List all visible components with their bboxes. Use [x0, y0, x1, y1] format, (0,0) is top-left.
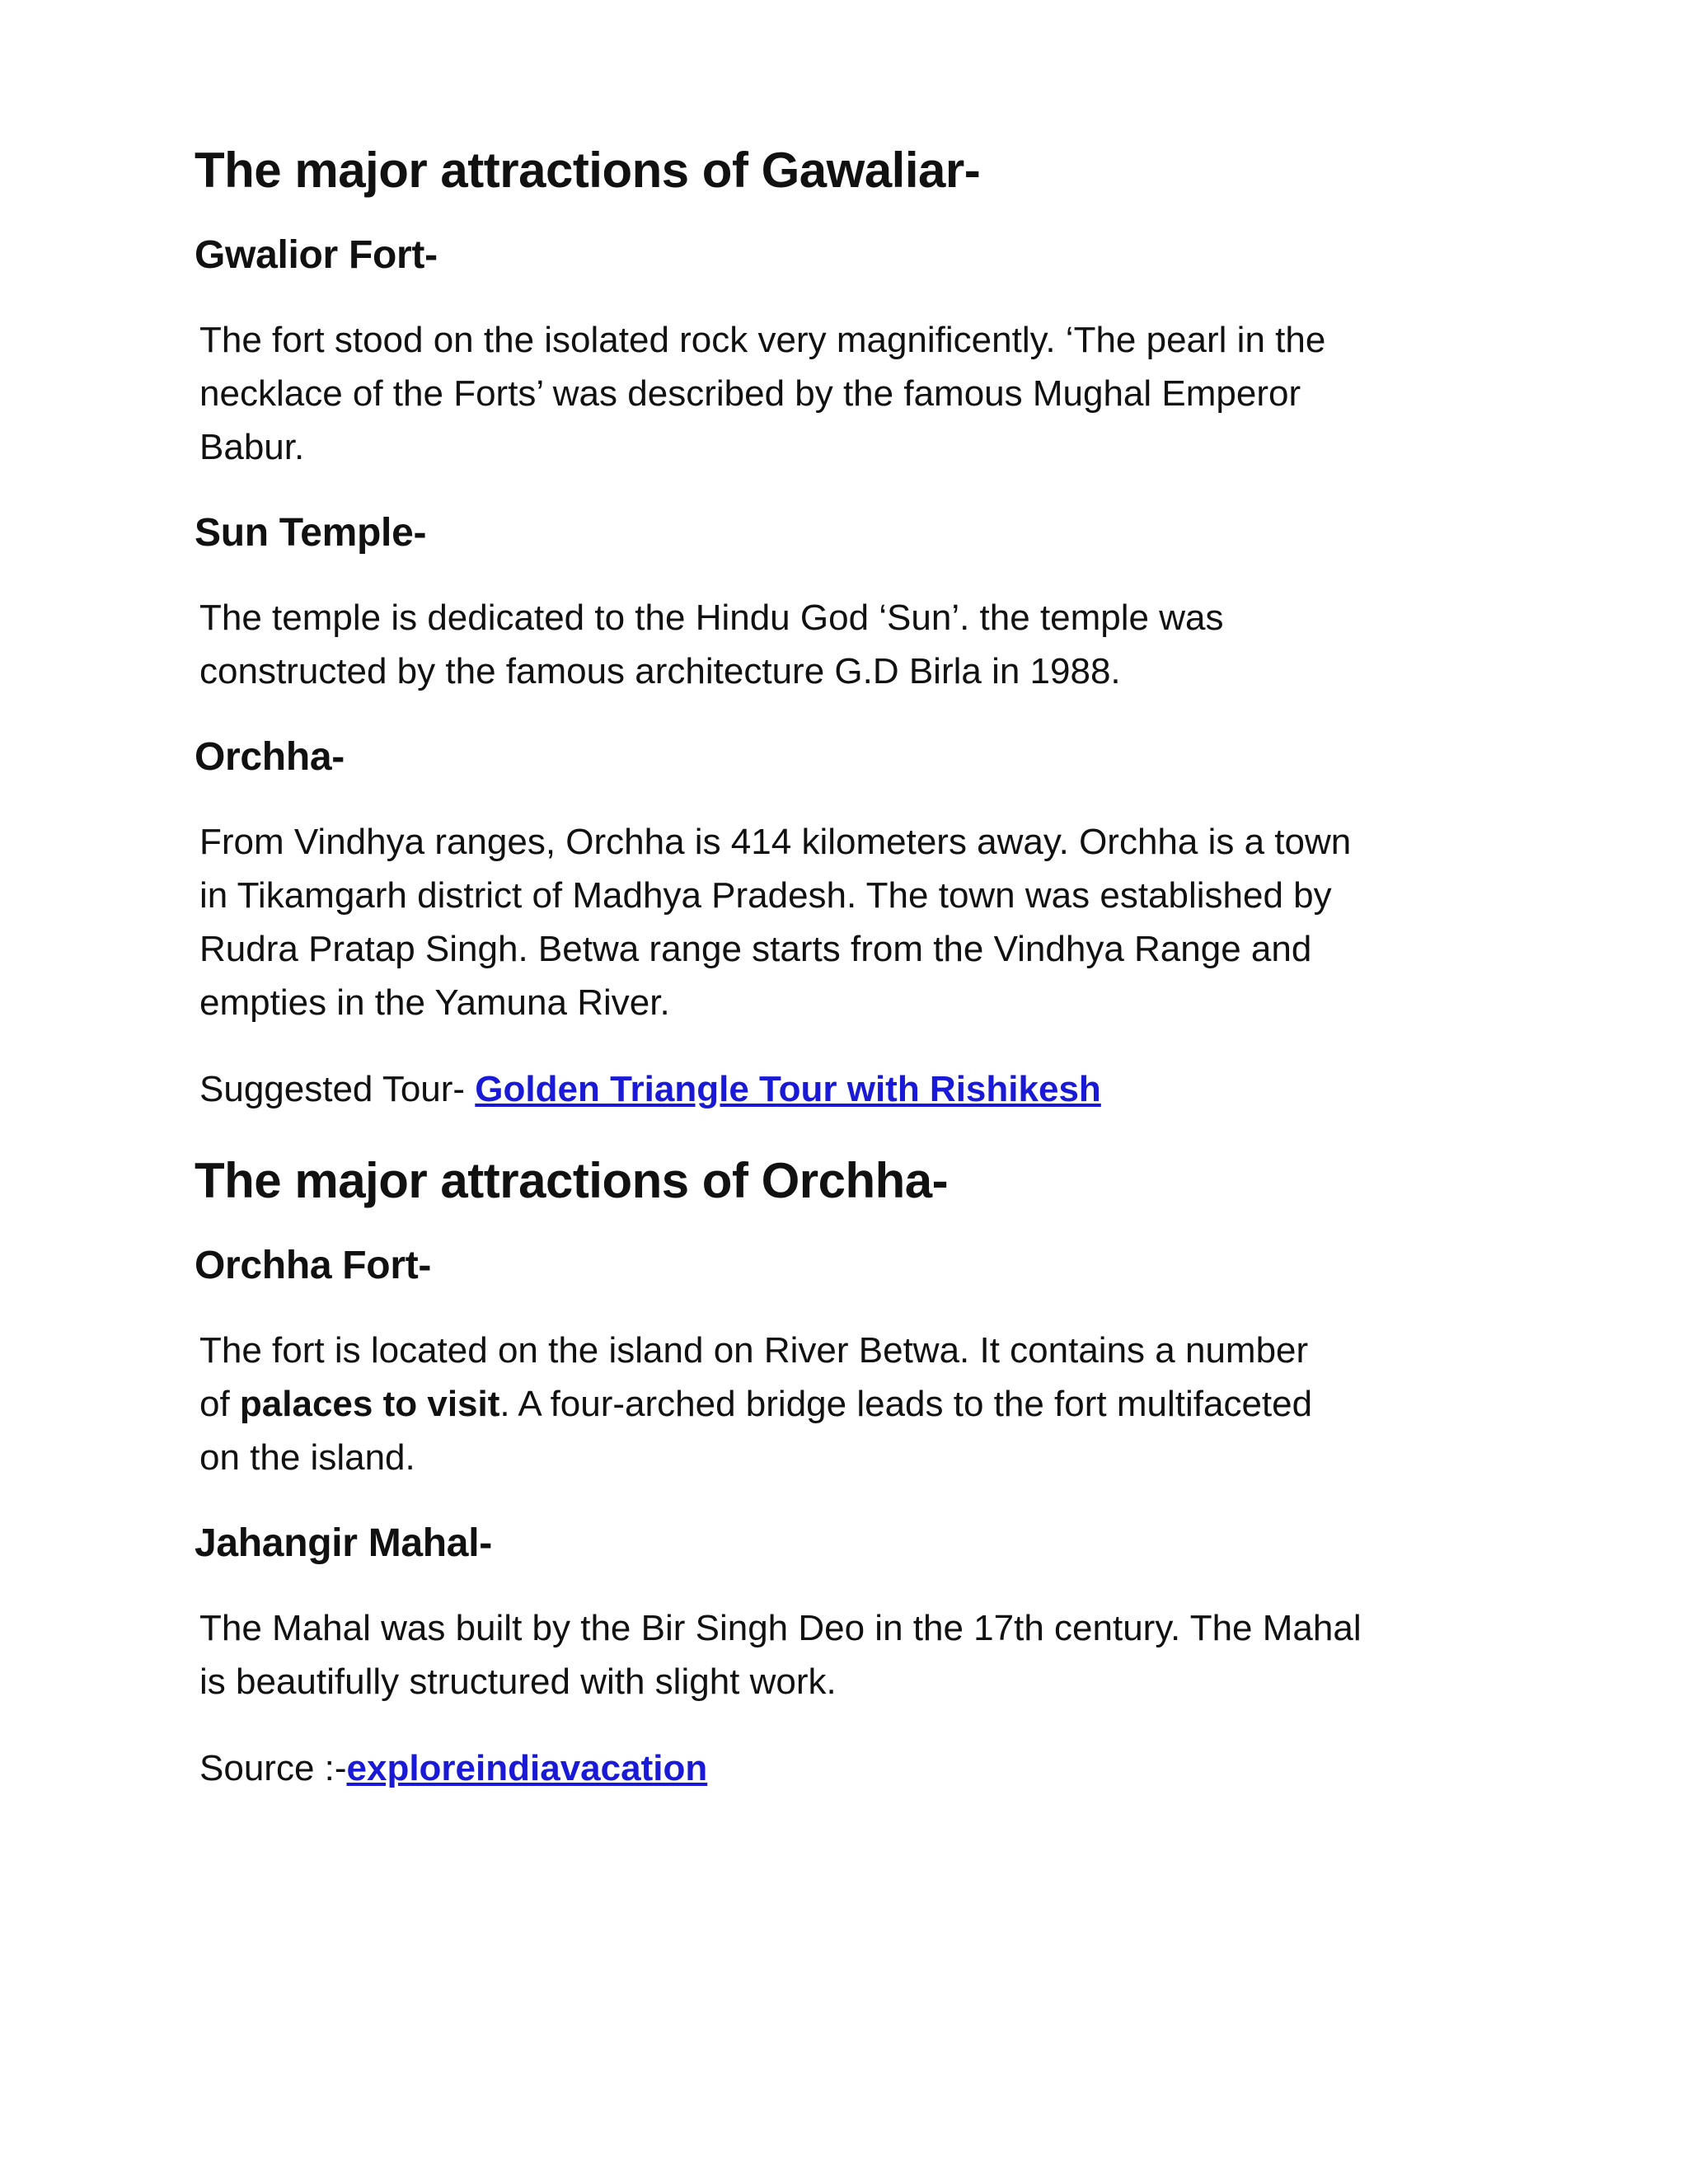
source-line	[199, 1741, 1513, 1795]
text-line: The Mahal was built by the Bir Singh Deo in the 17th century. The Mahal	[199, 1608, 1362, 1648]
heading-orchha: Orchha-	[195, 735, 345, 779]
section-title-gwalior: The major attractions of Gawaliar-	[195, 143, 981, 198]
text-line: is beautifully structured with slight work.	[199, 1661, 837, 1702]
suggested-tour-line	[199, 1062, 1513, 1116]
heading-gwalior-fort: Gwalior Fort-	[195, 233, 438, 277]
source-label: Source :-	[199, 1748, 347, 1788]
paragraph-jahangir-mahal	[199, 1601, 1485, 1708]
suggested-tour-label: Suggested Tour-	[199, 1069, 476, 1109]
section-title-orchha: The major attractions of Orchha-	[195, 1153, 949, 1208]
text-line: The temple is dedicated to the Hindu God ‘Sun’. the temple was	[199, 598, 1224, 638]
golden-triangle-tour-link[interactable]: Golden Triangle Tour with Rishikesh	[475, 1069, 1101, 1109]
text-line: constructed by the famous architecture G.D Birla in 1988.	[199, 651, 1121, 691]
text-line	[199, 1377, 1485, 1431]
paragraph-orchha-fort	[199, 1324, 1485, 1484]
heading-jahangir-mahal: Jahangir Mahal-	[195, 1521, 492, 1565]
text-line: The fort is located on the island on River Betwa. It contains a number	[199, 1330, 1309, 1371]
text-line: necklace of the Forts’ was described by the famous Mughal Emperor	[199, 373, 1301, 414]
text-line: in Tikamgarh district of Madhya Pradesh. The town was established by	[199, 875, 1332, 916]
page-content	[195, 138, 1513, 1828]
text-line: Babur.	[199, 427, 305, 467]
bold-text-palaces: palaces to visit	[239, 1384, 500, 1424]
paragraph-sun-temple	[199, 591, 1485, 698]
text-line: on the island.	[199, 1437, 415, 1478]
text-line: From Vindhya ranges, Orchha is 414 kilometers away. Orchha is a town	[199, 822, 1352, 862]
heading-orchha-fort: Orchha Fort-	[195, 1244, 432, 1287]
text-line: Rudra Pratap Singh. Betwa range starts from the Vindhya Range and	[199, 929, 1312, 969]
paragraph-orchha	[199, 815, 1485, 1029]
source-link[interactable]: exploreindiavacation	[346, 1748, 708, 1788]
text-line: empties in the Yamuna River.	[199, 982, 670, 1023]
text-line: The fort stood on the isolated rock very magnificently. ‘The pearl in the	[199, 320, 1326, 360]
paragraph-gwalior-fort	[199, 313, 1485, 474]
heading-sun-temple: Sun Temple-	[195, 511, 427, 555]
text-segment: of	[199, 1384, 240, 1424]
text-segment: . A four-arched bridge leads to the fort multifaceted	[499, 1384, 1313, 1424]
